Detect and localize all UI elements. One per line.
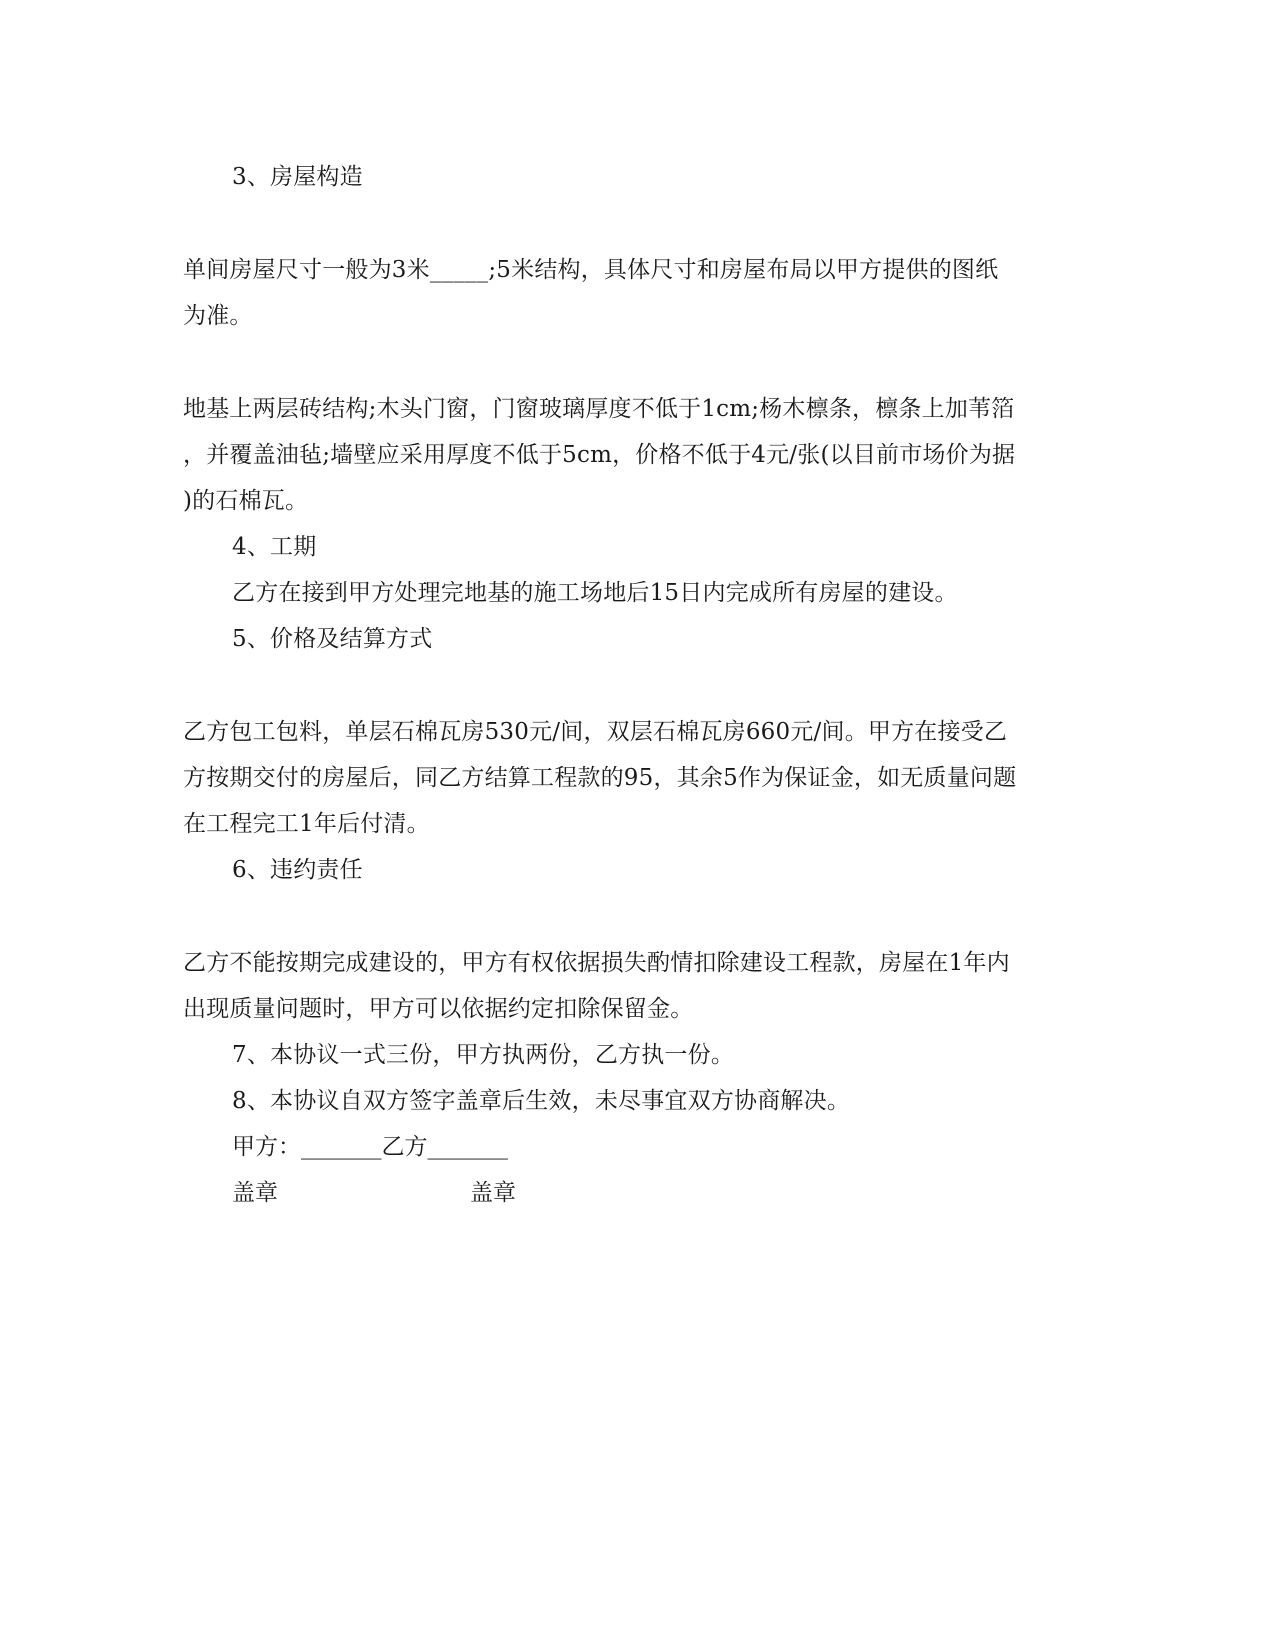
section-4-body: 乙方在接到甲方处理完地基的施工场地后15日内完成所有房屋的建设。	[232, 580, 958, 606]
section-6-heading: 6、违约责任	[232, 857, 363, 883]
paragraph-4-line-2: 出现质量问题时，甲方可以依据约定扣除保留金。	[183, 996, 694, 1022]
paragraph-2-line-1: 地基上两层砖结构;木头门窗，门窗玻璃厚度不低于1cm;杨木檩条，檩条上加苇箔	[183, 396, 1015, 422]
section-5-heading: 5、价格及结算方式	[232, 626, 433, 652]
section-7: 7、本协议一式三份，甲方执两份，乙方执一份。	[232, 1042, 735, 1068]
section-4-heading: 4、工期	[232, 534, 317, 560]
paragraph-1-line-1: 单间房屋尺寸一般为3米_____;5米结构，具体尺寸和房屋布局以甲方提供的图纸	[183, 257, 999, 283]
paragraph-1-line-2: 为准。	[183, 303, 253, 329]
seal-left-label: 盖章	[232, 1180, 278, 1206]
signature-line: 甲方：_______乙方_______	[232, 1134, 508, 1160]
section-8: 8、本协议自双方签字盖章后生效，未尽事宜双方协商解决。	[232, 1088, 851, 1114]
paragraph-3-line-2: 方按期交付的房屋后，同乙方结算工程款的95，其余5作为保证金，如无质量问题	[183, 765, 1017, 791]
paragraph-4-line-1: 乙方不能按期完成建设的，甲方有权依据损失酌情扣除建设工程款，房屋在1年内	[183, 950, 1010, 976]
paragraph-2-line-3: )的石棉瓦。	[183, 488, 309, 514]
section-3-heading: 3、房屋构造	[232, 164, 363, 190]
seal-right-label: 盖章	[470, 1180, 516, 1206]
paragraph-3-line-1: 乙方包工包料，单层石棉瓦房530元/间，双层石棉瓦房660元/间。甲方在接受乙	[183, 719, 1008, 745]
paragraph-2-line-2: ，并覆盖油毡;墙壁应采用厚度不低于5cm，价格不低于4元/张(以目前市场价为据	[183, 442, 1016, 468]
paragraph-3-line-3: 在工程完工1年后付清。	[183, 811, 430, 837]
